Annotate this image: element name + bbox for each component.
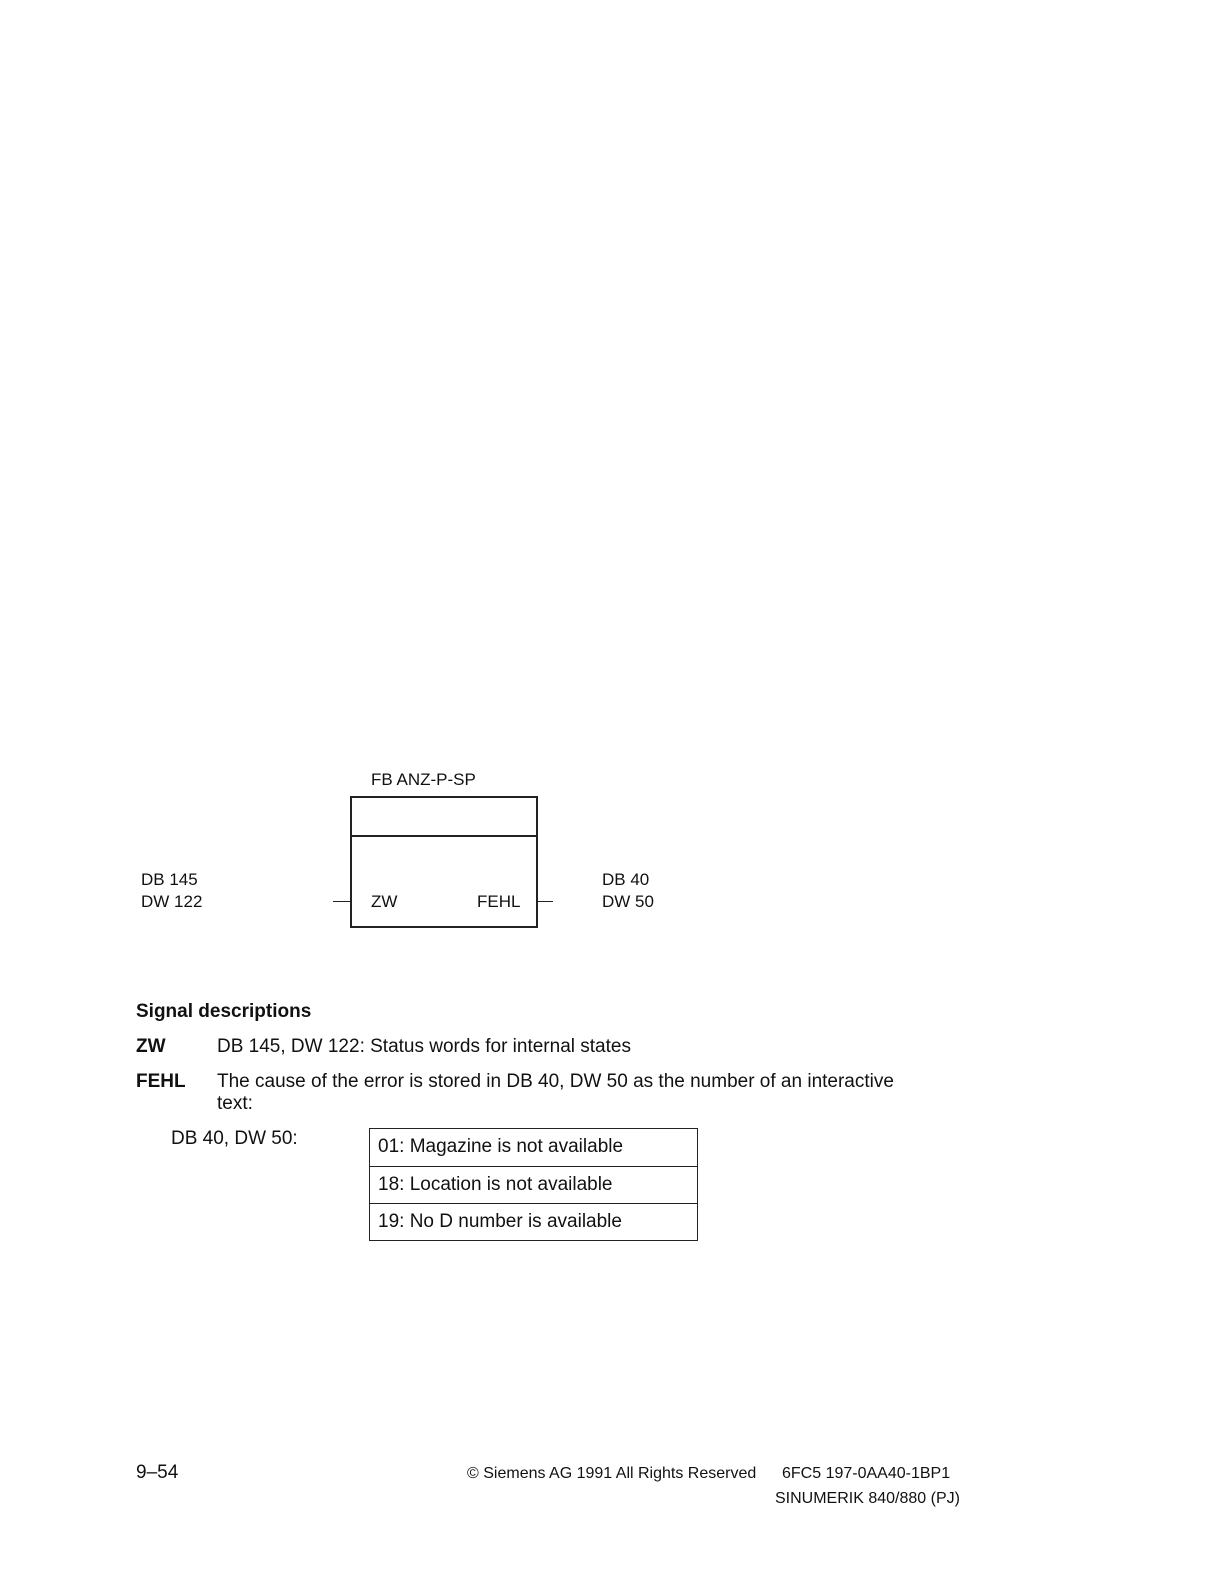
- product-name: SINUMERIK 840/880 (PJ): [775, 1490, 960, 1507]
- table-row: 01: Magazine is not available: [378, 1136, 624, 1157]
- input-source-db: DB 145: [141, 870, 198, 889]
- error-codes-label: DB 40, DW 50:: [171, 1128, 298, 1149]
- copyright-notice: © Siemens AG 1991 All Rights Reserved: [467, 1465, 757, 1482]
- error-codes-table: [369, 1128, 698, 1241]
- page-number: 9–54: [136, 1462, 179, 1483]
- order-number: 6FC5 197-0AA40-1BP1: [782, 1465, 951, 1482]
- table-row: 19: No D number is available: [370, 1203, 697, 1240]
- output-pin-label: FEHL: [477, 892, 521, 911]
- signal-description-fehl-line2: text:: [217, 1093, 253, 1114]
- output-target-db: DB 40: [602, 870, 650, 889]
- output-connector-line: [536, 901, 553, 902]
- section-heading: Signal descriptions: [136, 1001, 312, 1022]
- input-source-dw: DW 122: [141, 892, 203, 911]
- table-row: 18: Location is not available: [370, 1166, 697, 1203]
- signal-name-zw: ZW: [136, 1036, 166, 1057]
- signal-name-fehl: FEHL: [136, 1071, 186, 1092]
- signal-description-zw: DB 145, DW 122: Status words for internal states: [217, 1036, 631, 1057]
- input-connector-line: [333, 901, 350, 902]
- function-block-title: FB ANZ-P-SP: [371, 770, 476, 789]
- function-block-divider: [352, 835, 536, 837]
- input-pin-label: ZW: [371, 892, 398, 911]
- output-target-dw: DW 50: [602, 892, 654, 911]
- signal-description-fehl-line1: The cause of the error is stored in DB 40, DW 50 as the number of an interactive: [217, 1071, 894, 1092]
